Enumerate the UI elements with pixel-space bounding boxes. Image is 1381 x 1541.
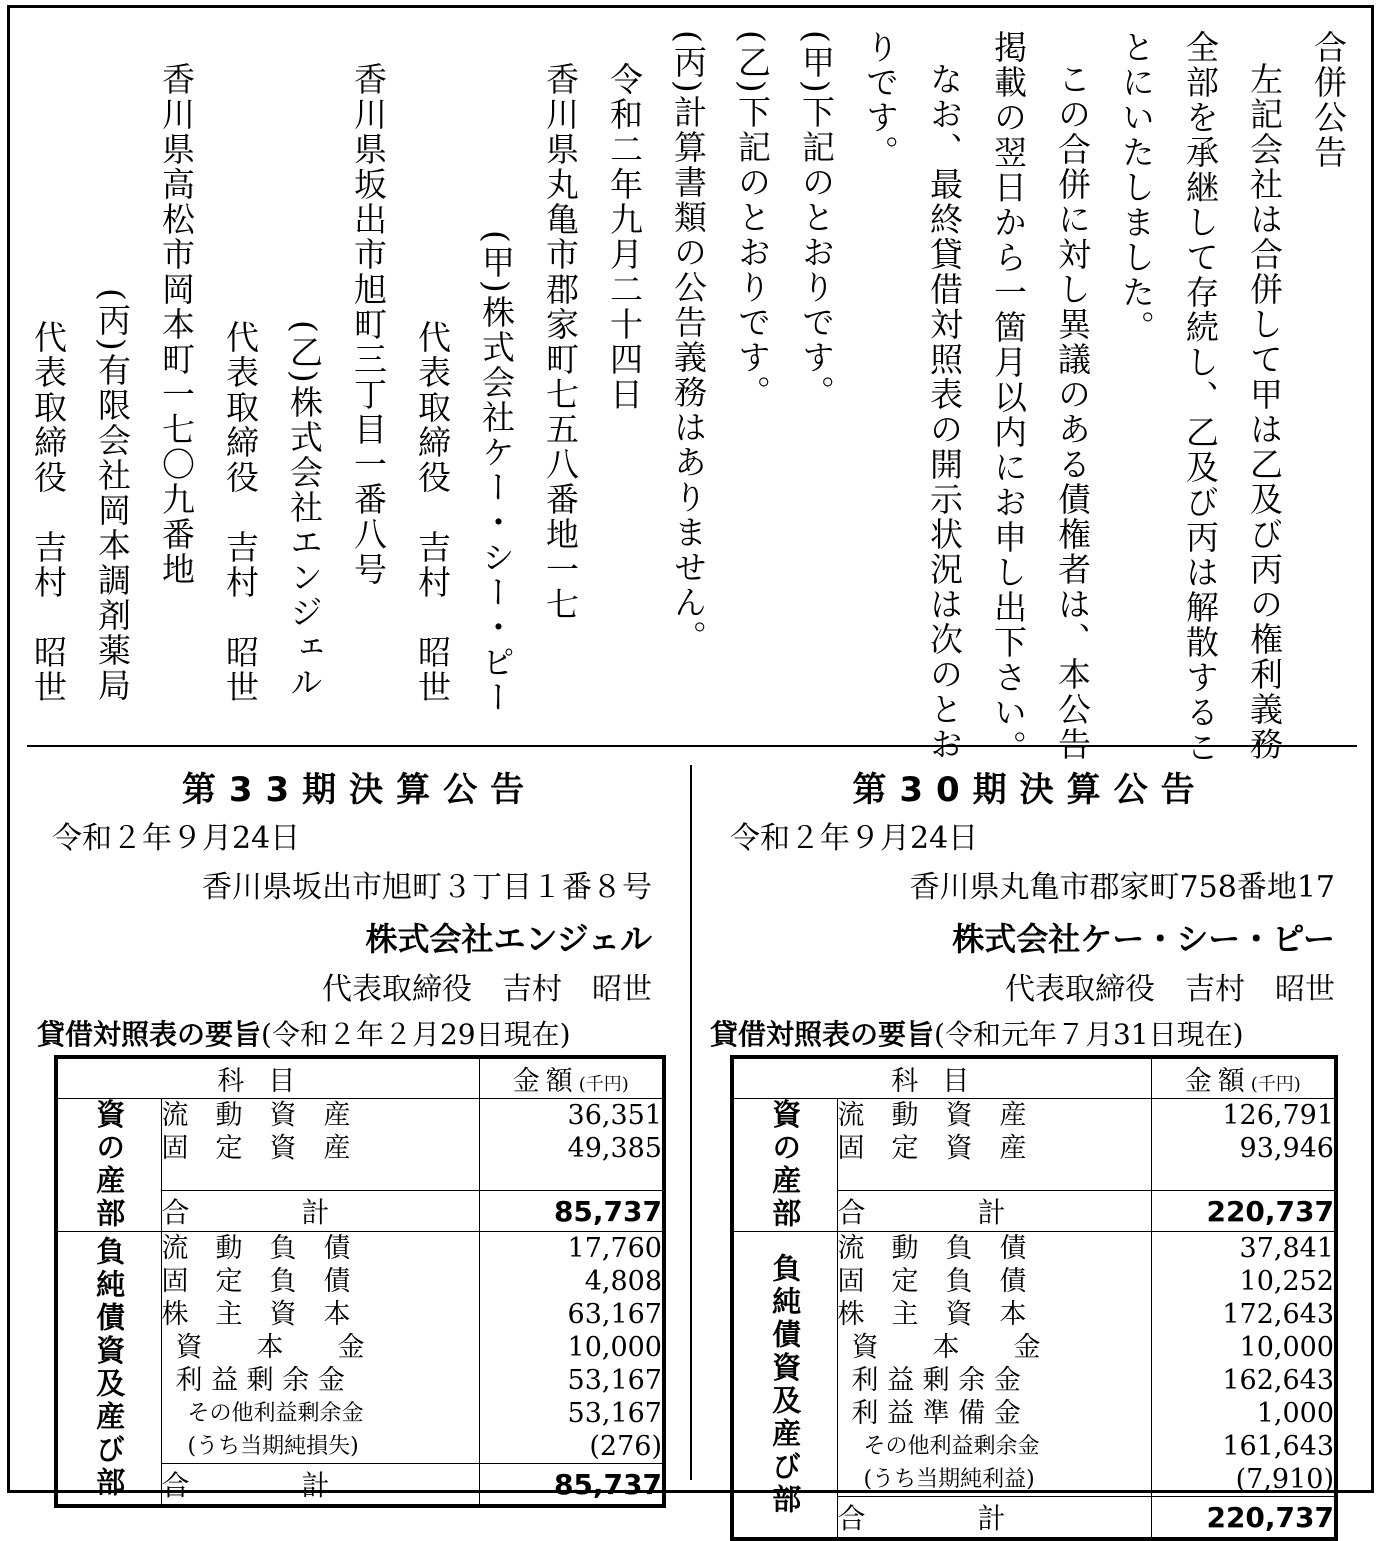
asset-section-label: 資の産部 [732, 1099, 837, 1232]
table-header [732, 1057, 1336, 1099]
merger-notice-line: 代表取締役 吉村 昭世 [413, 320, 452, 705]
line-item-label: 固 定 負 債 [837, 1266, 1027, 1297]
asset-values [1151, 1099, 1336, 1191]
balance-sheet-heading: 貸借対照表の要旨(令和元年７月31日現在) [710, 1018, 1244, 1051]
line-item-value: (7,910) [1235, 1464, 1334, 1495]
line-item-value: 10,252 [1239, 1266, 1334, 1297]
liability-section [56, 1232, 664, 1464]
total-label: 合 計 [837, 1191, 1151, 1232]
settlement-notice-kcp [705, 765, 1355, 1541]
representative: 代表取締役 吉村 昭世 [322, 972, 652, 1007]
merger-notice-line: この合併に対し異議のある債権者は、本公告 [1053, 62, 1092, 762]
merger-notice-line: 左記会社は合併して甲は乙及び丙の権利義務 [1245, 62, 1284, 762]
line-item-value: 53,167 [567, 1398, 662, 1429]
line-item-value: 17,760 [567, 1233, 662, 1264]
line-item-label: (うち当期純利益) [863, 1467, 1035, 1492]
line-item-label: 資 本 金 [175, 1332, 365, 1363]
header-subject: 科目 [732, 1057, 1151, 1099]
merger-notice-line: 全部を承継して存続し、乙及び丙は解散するこ [1181, 30, 1220, 765]
merger-notice-line: りです。 [861, 30, 900, 170]
line-item-label: その他利益剰余金 [863, 1434, 1040, 1459]
balance-sheet-table [54, 1055, 666, 1508]
line-item-label: (うち当期純損失) [187, 1434, 359, 1459]
asset-section [56, 1099, 664, 1191]
line-item-value: 37,841 [1239, 1233, 1334, 1264]
table-header [56, 1057, 664, 1099]
merger-notice-line: 掲載の翌日から一箇月以内にお申し出下さい。 [989, 30, 1028, 765]
settlement-title: 第30期決算公告 [852, 770, 1208, 810]
line-item-value: 126,791 [1222, 1100, 1334, 1131]
line-item-label: 株 主 資 本 [837, 1299, 1027, 1330]
header-subject: 科目 [56, 1057, 479, 1099]
line-item-label: 利 益 準 備 金 [851, 1398, 1021, 1429]
line-item-value: 4,808 [584, 1266, 662, 1297]
merger-notice-line: (丙)計算書類の公告義務はありません。 [669, 30, 708, 655]
balance-sheet-heading: 貸借対照表の要旨(令和２年２月29日現在) [37, 1018, 571, 1051]
line-item-value: 10,000 [567, 1332, 662, 1363]
line-item-label: 流 動 資 産 [837, 1100, 1027, 1131]
header-amount: 金額(千円) [479, 1057, 664, 1099]
asset-section-label: 資の産部 [56, 1099, 161, 1232]
line-item-label: 資 本 金 [851, 1332, 1041, 1363]
merger-notice-line: (甲)株式会社ケー・シー・ピー [477, 230, 516, 715]
company-name: 株式会社エンジェル [365, 920, 652, 958]
line-item-value: 162,643 [1222, 1365, 1334, 1396]
liability-section-label: 負純債資及産び部 [732, 1232, 837, 1540]
line-item-value: 10,000 [1239, 1332, 1334, 1363]
total-value: 85,737 [479, 1191, 664, 1232]
total-label: 合 計 [161, 1191, 479, 1232]
liability-values [1151, 1232, 1336, 1497]
asset-items [837, 1099, 1151, 1191]
line-item-value: 36,351 [567, 1100, 662, 1131]
settlement-title: 第33期決算公告 [181, 770, 538, 810]
total-value: 85,737 [479, 1464, 664, 1507]
company-address: 香川県丸亀市郡家町758番地17 [909, 870, 1335, 905]
merger-notice-line: (乙)下記のとおりです。 [733, 30, 772, 410]
line-item-value: 63,167 [567, 1299, 662, 1330]
merger-notice-line: (丙)有限会社岡本調剤薬局 [93, 288, 132, 703]
line-item-label: 株 主 資 本 [161, 1299, 351, 1330]
merger-notice-line: (乙)株式会社エンジェル [285, 320, 324, 700]
line-item-label: その他利益剰余金 [187, 1401, 364, 1426]
line-item-value: 49,385 [567, 1133, 662, 1164]
settlement-notice-angel [27, 765, 682, 1508]
total-value: 220,737 [1151, 1191, 1336, 1232]
asset-items [161, 1099, 479, 1191]
line-item-value: 161,643 [1222, 1431, 1334, 1462]
line-item-value: 172,643 [1222, 1299, 1334, 1330]
line-item-value: 1,000 [1256, 1398, 1334, 1429]
notice-date: 令和２年９月24日 [52, 821, 301, 856]
liability-values [479, 1232, 664, 1464]
merger-notice-line: 代表取締役 吉村 昭世 [29, 320, 68, 705]
liability-items [837, 1232, 1151, 1497]
line-item-label: 利 益 剰 余 金 [175, 1365, 345, 1396]
merger-notice-line: 令和二年九月二十四日 [605, 62, 644, 412]
merger-notice-line: とにいたしました。 [1117, 30, 1156, 345]
total-label: 合 計 [161, 1464, 479, 1507]
line-item-label: 固 定 資 産 [161, 1133, 351, 1164]
merger-notice-line: 代表取締役 吉村 昭世 [221, 320, 260, 705]
company-address: 香川県坂出市旭町３丁目１番８号 [202, 870, 652, 905]
merger-title: 合併公告 [1309, 30, 1348, 170]
line-item-value: 53,167 [567, 1365, 662, 1396]
line-item-label: 流 動 負 債 [837, 1233, 1027, 1264]
merger-notice-line: 香川県高松市岡本町一七〇九番地 [157, 62, 196, 587]
asset-section [732, 1099, 1336, 1191]
liability-items [161, 1232, 479, 1464]
header-amount: 金額(千円) [1151, 1057, 1336, 1099]
notice-date: 令和２年９月24日 [730, 821, 979, 856]
liability-section-label: 負純債資及産び部 [56, 1232, 161, 1507]
merger-notice-line: (甲)下記のとおりです。 [797, 30, 836, 410]
line-item-label: 固 定 資 産 [837, 1133, 1027, 1164]
representative: 代表取締役 吉村 昭世 [1005, 972, 1335, 1007]
line-item-label: 流 動 負 債 [161, 1233, 351, 1264]
line-item-label: 流 動 資 産 [161, 1100, 351, 1131]
merger-notice [20, 30, 1360, 765]
merger-notice-line: 香川県丸亀市郡家町七五八番地一七 [541, 62, 580, 622]
merger-notice-line: なお、最終貸借対照表の開示状況は次のとお [925, 62, 964, 762]
line-item-value: (276) [589, 1431, 662, 1462]
asset-values [479, 1099, 664, 1191]
company-name: 株式会社ケー・シー・ピー [952, 920, 1335, 958]
line-item-label: 利 益 剰 余 金 [851, 1365, 1021, 1396]
balance-sheet-table [730, 1055, 1338, 1541]
total-value: 220,737 [1151, 1497, 1336, 1540]
section-divider [27, 745, 1357, 747]
total-label: 合 計 [837, 1497, 1151, 1540]
merger-notice-line: 香川県坂出市旭町三丁目一番八号 [349, 62, 388, 587]
column-divider [690, 765, 692, 1480]
line-item-label: 固 定 負 債 [161, 1266, 351, 1297]
line-item-value: 93,946 [1239, 1133, 1334, 1164]
liability-section [732, 1232, 1336, 1497]
